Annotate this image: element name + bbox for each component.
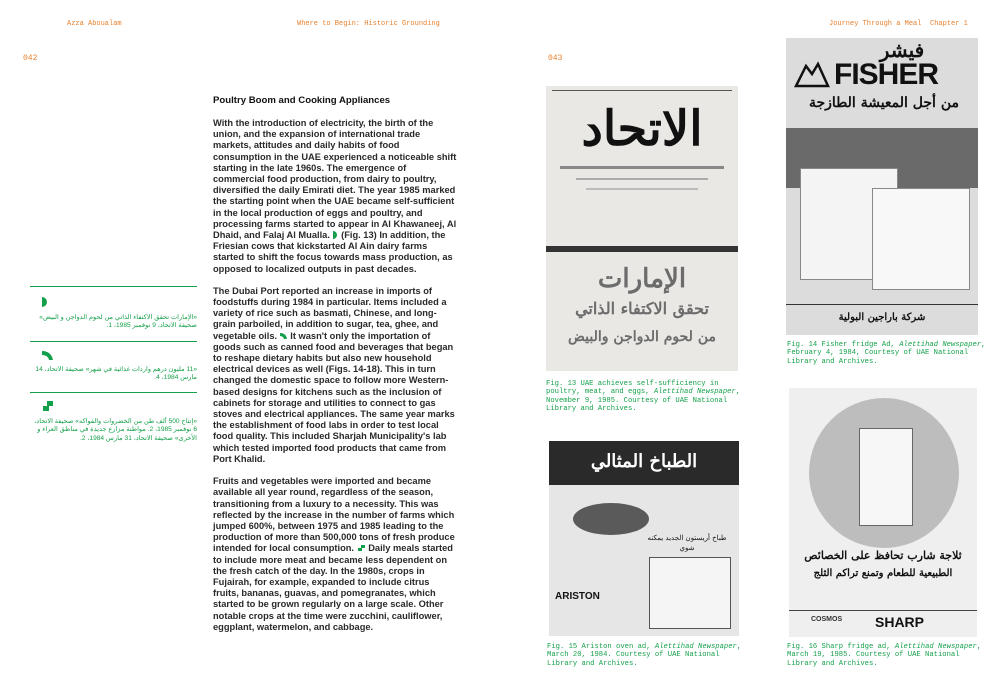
- paragraph-1-a: With the introduction of electricity, the birth of the union, and the expansion of international trade markets, attitudes and daily habits of food consumption in the UAE experienced a noticeable shift starting in the late 1960s. The emergence of commercial food production, from dairy to poultry, diversified the daily Emirati diet. The year 1985 marked the starting point when the UAE became self-sufficient in the local production of eggs and poultry, and processing farms started to appear in Al Khawaneej, Al Dhaid, and Falaj Al Mualla.: [213, 118, 457, 241]
- figure-13-source: Alettihad Newspaper: [653, 388, 736, 397]
- paragraph-3: [213, 476, 457, 633]
- figure-14-logo-icon: [792, 60, 832, 90]
- figure-13-headline-1: الإمارات: [597, 264, 687, 294]
- note-divider-3: [30, 392, 197, 393]
- figure-13-top-rule: [552, 90, 732, 91]
- figure-16-caption-text-a: Sharp fridge ad,: [821, 643, 891, 651]
- note-divider-top: [30, 286, 197, 287]
- paragraph-3-a: Fruits and vegetables were imported and became available all year round, regardless of the season, transitioning from a luxury to a necessity. This was reflected by the increase in the number of farms which jumped 600%, between 1975 and 1985 leading to the production of more than 500,000 tons of fresh produce intended for local consumption.: [213, 476, 455, 554]
- figure-13-band: [546, 246, 738, 252]
- figure-16-headline-2: الطبيعية للطعام وتمنع تراكم الثلج: [813, 568, 953, 579]
- figure-14-caption: [787, 341, 987, 366]
- half-circle-note-icon: [42, 297, 50, 307]
- figure-16-headline-1: ثلاجة شارب تحافظ على الخصائص: [804, 549, 962, 562]
- figure-13-label: Fig. 13: [546, 380, 577, 388]
- figure-14-source: Alettihad Newspaper: [899, 341, 982, 349]
- figure-16-source: Alettihad Newspaper: [894, 643, 977, 651]
- paragraph-2-b: It wasn't only the importation of goods such as canned food and beverages that began to reshape dietary habits but also new household electrical devices as well (Figs. 14-18). This in turn changed the domestic space to follow more Western-based designs for kitchens such as the inclusion of cabinets for storage and utilities to connect to gas stoves and electrical appliances. The same year marks the establishment of food labs in order to test local food quality. This included Sharjah Municipality's lab which tested imported food products that came from Port Khalid.: [213, 330, 455, 464]
- note-1: «الإمارات تحقق الاكتفاء الذاتي من لحوم الدواجن و البيض» صحيفة الاتحاد، 9 نوفمبر 1985، 1.: [39, 314, 197, 330]
- figure-13-caption-text-a: UAE achieves self-sufficiency in poultry, meat, and eggs,: [546, 380, 719, 397]
- figure-16-label: Fig. 16: [787, 643, 818, 651]
- figure-16-footer-rule: [789, 610, 977, 611]
- figure-15-body: طباخ أريستون الجديد يمكنه شوي: [647, 534, 727, 552]
- figure-15-source: Alettihad Newspaper: [654, 643, 737, 651]
- figure-13-subline-2: [586, 188, 698, 190]
- figure-14-brand: FISHER: [834, 58, 939, 91]
- figure-15-headline: الطباخ المثالي: [590, 451, 698, 472]
- paragraph-1: [213, 118, 457, 275]
- figure-15-caption-text-a: Ariston oven ad,: [581, 643, 651, 651]
- figure-14-fisher-ad: [786, 38, 978, 335]
- figure-16-caption: [787, 643, 987, 668]
- note-2: «11 مليون درهم واردات غذائية في شهر» صحيفة الاتحاد، 14 مارس 1984، 4.: [35, 366, 197, 382]
- arc-note-icon: [42, 350, 54, 361]
- figure-13-subline: [576, 178, 708, 180]
- figure-14-arabic-brand: فيشر: [879, 38, 925, 62]
- leaf-note-icon: [42, 400, 54, 412]
- figure-13-dateline: [560, 166, 724, 169]
- figure-16-brand: SHARP: [875, 614, 925, 630]
- journey-header: Journey Through a Meal: [829, 20, 922, 28]
- page-number-right: 043: [548, 54, 563, 63]
- section-header: Where to Begin: Historic Grounding: [297, 20, 440, 28]
- figure-16-fridge: [859, 428, 913, 526]
- paragraph-2-a: The Dubai Port reported an increase in imports of foodstuffs during 1984 in particular. Items included a variety of rice such as basmati, Chinese, and long-grain parboiled, in addition to sugar, tea, ghee, and vegetable oils.: [213, 285, 447, 341]
- page-number-left: 042: [23, 54, 38, 63]
- figure-13-newspaper: [546, 86, 738, 371]
- figure-15-oven: [649, 557, 731, 629]
- paragraph-1-b: (Fig. 13) In addition, the Friesian cows that kickstarted Al Ain dairy farms started to shift the focus towards mass production, as opposed to localized outputs in past decades.: [213, 230, 453, 274]
- figure-13-caption-text-b: , November 9, 1985. Courtesy of UAE National Library and Archives.: [546, 388, 741, 414]
- figure-16-caption-text-b: , March 19, 1985. Courtesy of UAE National Library and Archives.: [787, 643, 982, 668]
- figure-14-label: Fig. 14: [787, 341, 818, 349]
- figure-15-ariston-ad: [549, 441, 739, 636]
- figure-14-tagline: من أجل المعيشة الطازجة: [809, 95, 959, 111]
- figure-14-caption-text-b: , February 4, 1984, Courtesy of UAE National Library and Archives.: [787, 341, 986, 366]
- figure-15-label: Fig. 15: [547, 643, 578, 651]
- author-header: Azza Aboualam: [67, 20, 122, 28]
- note-3: «إنتاج 500 ألف طن من الخضروات والفواكه» صحيفة الاتحاد، 6 نوفمبر 1985، 2. مواطنة مزارع جديدة في مناطق العراء و الأخرى» صحيفة الاتحاد، 31 مارس 1984، 2.: [34, 418, 197, 442]
- figure-13-caption: [546, 380, 746, 414]
- paragraph-2: [213, 286, 457, 465]
- figure-15-brand: ARISTON: [555, 591, 600, 602]
- figure-13-headline-2: تحقق الاكتفاء الذاتي: [575, 299, 709, 318]
- note-divider-2: [30, 341, 197, 342]
- figure-13-masthead: الاتحاد: [581, 101, 703, 157]
- figure-15-caption-text-b: , March 20, 1984. Courtesy of UAE National Library and Archives.: [547, 643, 742, 668]
- arc-icon: [280, 332, 288, 340]
- figure-14-footer-rule: [786, 304, 978, 305]
- article-title: Poultry Boom and Cooking Appliances: [213, 95, 391, 106]
- paragraph-3-b: Daily meals started to include more meat and became less dependent on the fresh catch of the day. In the 1980s, crops in Fujairah, for example, expanded to include citrus fruits, bananas, guavas, and pomegranates, which started to be grown regularly on a large scale. Other notable crops at the time were zucchini, cauliflower, eggplant, watermelon, and cabbage.: [213, 543, 453, 632]
- chapter-header: Chapter 1: [930, 20, 968, 28]
- figure-13-headline-3: من لحوم الدواجن والبيض: [568, 329, 716, 345]
- figure-16-sub-brand: COSMOS: [811, 616, 843, 623]
- figure-14-freezer-2: [872, 188, 970, 290]
- figure-15-caption: [547, 643, 747, 668]
- figure-14-footer: شركة باراجين البولية: [838, 312, 926, 323]
- figure-14-caption-text-a: Fisher fridge Ad,: [821, 341, 895, 349]
- figure-16-sharp-ad: [789, 388, 977, 637]
- article-body: [213, 95, 457, 644]
- leaf-icon: [357, 544, 366, 552]
- half-circle-icon: [333, 231, 339, 239]
- figure-15-dish-photo: [573, 503, 649, 535]
